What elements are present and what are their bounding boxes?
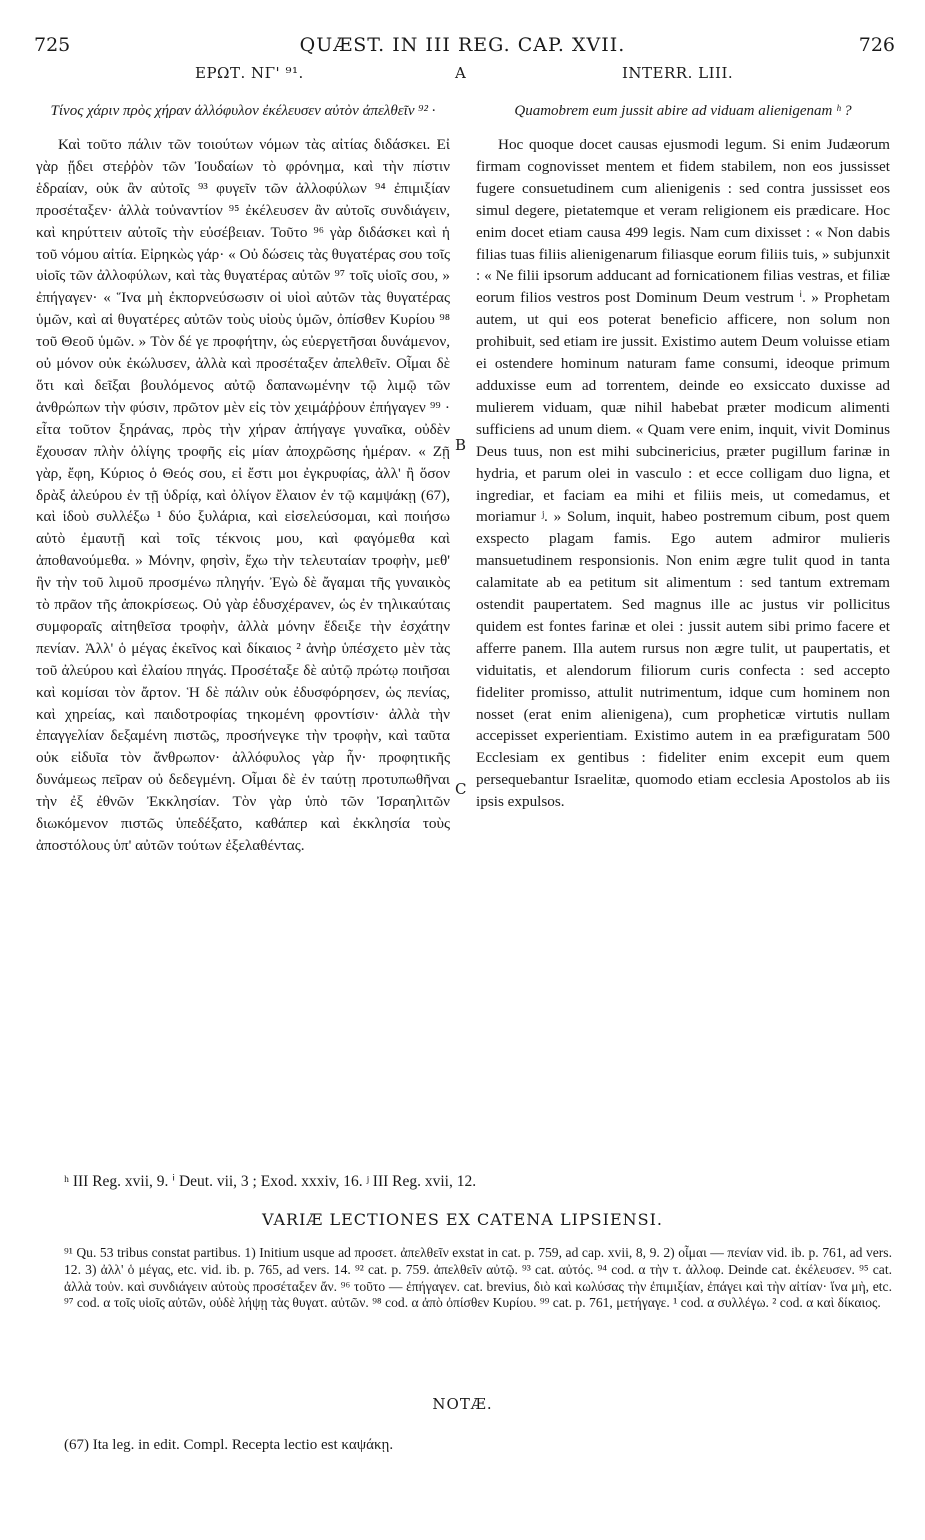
section-marker-b: B — [455, 436, 467, 454]
scripture-references: ʰ III Reg. xvii, 9. ⁱ Deut. vii, 3 ; Exod. xxxiv, 16. ʲ III Reg. xvii, 12. — [64, 1173, 477, 1190]
section-marker-c: C — [455, 780, 467, 798]
latin-column — [476, 102, 890, 813]
latin-body-text: Hoc quoque docet causas ejusmodi legum. Si enim Judæorum firmam cognovisset mentem et fidem stabilem, non eos jussisset fugere consuetudinem cum alienigenis : sed contra jussisset eos simul degere, pietatemque et veram religionem eis prædicare. Hoc enim docet etiam causa 499 legis. Nam cum dixisset : « Non dabis filias tuas filiis alienigenarum filiasque eorum filiis tuis, » subjunxit : « Ne filii ipsorum adducant ad fornicationem filias vestras, et filiæ eorum filios vestros post Dominum Deum vestrum ⁱ. » Prophetam autem, ut qui eos poterat beneficio afficere, non solum non prohibuit, sed etiam ire jussit. Existimo autem Deum voluisse etiam ei ostendere hominum naturam fame consumi, ideoque primum adduxisse eum ad torrentem, deinde eo exsiccato duxisse ad mulierem viduam, quæ nihil habebat præter modicum alimenti sufficiens ad unum diem. « Quam vere enim, inquit, vivit Dominus Deus tuus, non est mihi subcinericius, præter pugillum farinæ in hydria, et parum olei in vasculo : et ecce colligam duo ligna, et ingrediar, et faciam ea mihi et filiis meis, ut comedamus, et moriamur ʲ. » Solum, inquit, habeo postremum cibum, post quem exspecto plagam famis. Ego autem admiror mulieris mansuetudinem responsionis. Non enim ægre tulit quod in tanta calamitate ab ea petitum sit alimentum : sed tantum extremam ostendit paupertatem. Sed magnus ille ac justus vir pollicitus quidem est fontes farinæ et olei : jussit autem sibi primo facere et afferre panem. Illa autem rursus non ægre tulit, ut paupertatis, et viduitatis, et alendorum filiorum curis confecta : sed accepto fideliter promisso, attulit nutrimentum, idque cum hominem non nosset (erat enim alienigena), cum propheticæ virtutis nullam accepisset experientiam. Existimo autem in ea præfiguratam 500 Ecclesiam ex gentibus : fideliter enim excepit eum quem persequebantur Israelitæ, quomodo etiam ecclesia Apostolos ab iis ipsis expulsos. — [476, 136, 890, 811]
variae-heading: VARIÆ LECTIONES EX CATENA LIPSIENSI. — [262, 1210, 663, 1229]
page-number-left: 725 — [34, 34, 71, 56]
greek-body-text: Καὶ τοῦτο πάλιν τῶν τοιούτων νόμων τὰς αἰτίας διδάσκει. Εἰ γὰρ ᾔδει στεῤῥὸν τῶν Ἰουδαίων τὸ φρόνημα, καὶ τὴν πίστιν ἑδραίαν, οὐκ ἂν αὐτοῖς ⁹³ φυγεῖν τῶν ἀλλοφύλων ⁹⁴ ἐπιμιξίαν προσέταξεν· ἀλλὰ τοὐναντίον ⁹⁵ ἐκέλευσεν ἂν αὐτοῖς συνδιάγειν, καὶ κηρύττειν αὐτοῖς τὴν εὐσέβειαν. Τοῦτο ⁹⁶ γὰρ διδάσκει καὶ ἡ τοῦ νόμου αἰτία. Εἰρηκὼς γάρ· « Οὐ δώσεις τὰς θυγατέρας σου τοῖς υἱοῖς τῶν ἀλλοφύλων, καὶ τὰς θυγατέρας αὐτῶν ⁹⁷ τοῖς υἱοῖς σου, » ἐπήγαγεν· « Ἵνα μὴ ἐκπορνεύσωσιν οἱ υἱοὶ αὐτῶν τὰς θυγατέρας ὑμῶν, καὶ αἱ θυγατέρες αὐτῶν τοὺς υἱοὺς ὑμῶν, ὀπίσθεν Κυρίου ⁹⁸ τοῦ Θεοῦ ὑμῶν. » Τὸν δέ γε προφήτην, ὡς εὐεργετῆσαι δυνάμενον, οὐ μόνον οὐκ ἐκώλυσεν, ἀλλὰ καὶ προσέταξεν ἀπελθεῖν. Οἶμαι δὲ ὅτι καὶ δεῖξαι βουλόμενος αὐτῷ δαπανωμένην τῷ λιμῷ τῶν ἀνθρώπων τὴν φύσιν, πρῶτον μὲν εἰς τὸν χειμάῤῥουν ἐπήγαγεν ⁹⁹ · εἶτα τοῦτον ξηράνας, πρὸς τὴν χήραν ἀπήγαγε γυναῖκα, οὐδὲν ἔχουσαν πλὴν ὀλίγης τροφῆς εἰς μίαν ἀποχρῶσης ἡμέραν. « Ζῇ γὰρ, ἔφη, Κύριος ὁ Θεός σου, εἰ ἔστι μοι ἐγκρυφίας, ἀλλ' ἢ ὅσον δρὰξ ἀλεύρου ἐν τῇ ὑδρίᾳ, καὶ ὀλίγον ἔλαιον ἐν τῷ καμψάκῃ (67), καὶ ἰδοὺ συλλέξω ¹ δύο ξυλάρια, καὶ εἰσελεύσομαι, καὶ ποιήσω αὐτὸ ἐμαυτῇ καὶ τοῖς τέκνοις μου, καὶ φαγόμεθα καὶ ἀποθανούμεθα. » Μόνην, φησὶν, ἔχω τὴν τελευταίαν τροφὴν, μεθ' ἣν τὴν τοῦ λιμοῦ προσμένω πληγήν. Ἐγὼ δὲ ἄγαμαι τῆς γυναικὸς τὸ πρᾶον τῆς ἀποκρίσεως. Οὐ γὰρ ἐδυσχέρανεν, ὡς ἐν τηλικαύταις συμφοραῖς αἰτηθεῖσα τροφὴν, ἀλλὰ μόνην ἔδειξε τὴν ἐσχάτην πενίαν. Ἀλλ' ὁ μέγας ἐκεῖνος καὶ δίκαιος ² ἀνὴρ ὑπέσχετο μὲν τὰς τοῦ ἀλεύρου καὶ ἐλαίου πηγάς. Προσέταξε δὲ αὐτῷ πρώτῳ ποιῆσαι καὶ κομίσαι τὸν ἄρτον. Ἡ δὲ πάλιν οὐκ ἐδυσφόρησεν, ὡς πενίας, καὶ χηρείας, καὶ παιδοτροφίας τηκομένη φροντίσιν· ἀλλὰ τὴν ἐπαγγελίαν δεξαμένη πιστῶς, προσήνεγκε τὴν τροφὴν, καὶ ταῦτα οὐκ εἰδυῖα τὸν ἄνθρωπον· ἀλλόφυλος γὰρ ἦν· προφητικῆς δυνάμεως πεῖραν οὐ δεδεγμένη. Οἶμαι δὲ ἐν ταύτῃ προτυπωθῆναι τὴν ἐξ ἐθνῶν Ἐκκλησίαν. Τὸν γὰρ ὑπὸ τῶν Ἰσραηλιτῶν διωκόμενον πιστῶς ὑπεδέξατο, καθάπερ καὶ ἐκκλησία τοὺς ἀποστόλους ὑπ' αὐτῶν τούτων ἐξελαθέντας. — [36, 136, 450, 854]
greek-question-title: Τίνος χάριν πρὸς χήραν ἀλλόφυλον ἐκέλευσεν αὐτὸν ἀπελθεῖν ⁹² · — [50, 103, 436, 119]
greek-question-number: ΕΡΩΤ. ΝΓ' ⁹¹. — [195, 64, 304, 82]
section-marker-a: A — [455, 64, 467, 82]
latin-question-title: Quamobrem eum jussit abire ad viduam alienigenam ʰ ? — [514, 103, 852, 119]
running-header — [0, 34, 925, 60]
notae-heading: NOTÆ. — [432, 1395, 493, 1413]
greek-column — [36, 102, 450, 857]
notae-text: (67) Ita leg. in edit. Compl. Recepta lectio est καψάκῃ. — [64, 1437, 394, 1453]
running-title: QUÆST. IN III REG. CAP. XVII. — [299, 34, 626, 56]
variae-text: ⁹¹ Qu. 53 tribus constat partibus. 1) Initium usque ad προσετ. ἀπελθεῖν exstat in cat. p. 759, ad cap. xvii, 8, 9. 2) οἶμαι — πενίαν vid. ib. p. 761, ad vers. 12. 3) ἀλλ' ὁ μέγας, etc. vid. ib. p. 765, ad vers. 14. ⁹² cat. p. 759. ἀπελθεῖν αὐτῷ. ⁹³ cat. αὐτός. ⁹⁴ cod. α τὴν τ. ἀλλοφ. Deinde cat. ἐκέλευσεν. ⁹⁵ cat. ἀλλὰ τοὐν. καὶ συνδιάγειν αὐτοὺς προσέταξεν ἄν. ⁹⁶ τοῦτο — ἐπήγαγεν. cat. brevius, διὸ καὶ κωλύσας τὴν ἐπιμιξίαν, ἐπάγει καὶ τὴν αἰτίαν· ἵνα μὴ, etc. ⁹⁷ cod. α τοῖς υἱοῖς αὐτῶν, οὐδὲ λήψῃ τὰς θυγατ. αὐτῶν. ⁹⁸ cod. α ἀπὸ ὀπίσθεν Κυρίου. ⁹⁹ cat. p. 761, μετήγαγε. ¹ cod. α συλλέγω. ² cod. α καὶ δίκαιος. — [64, 1245, 892, 1311]
latin-question-number: INTERR. LIII. — [622, 64, 734, 82]
page-number-right: 726 — [858, 34, 895, 56]
